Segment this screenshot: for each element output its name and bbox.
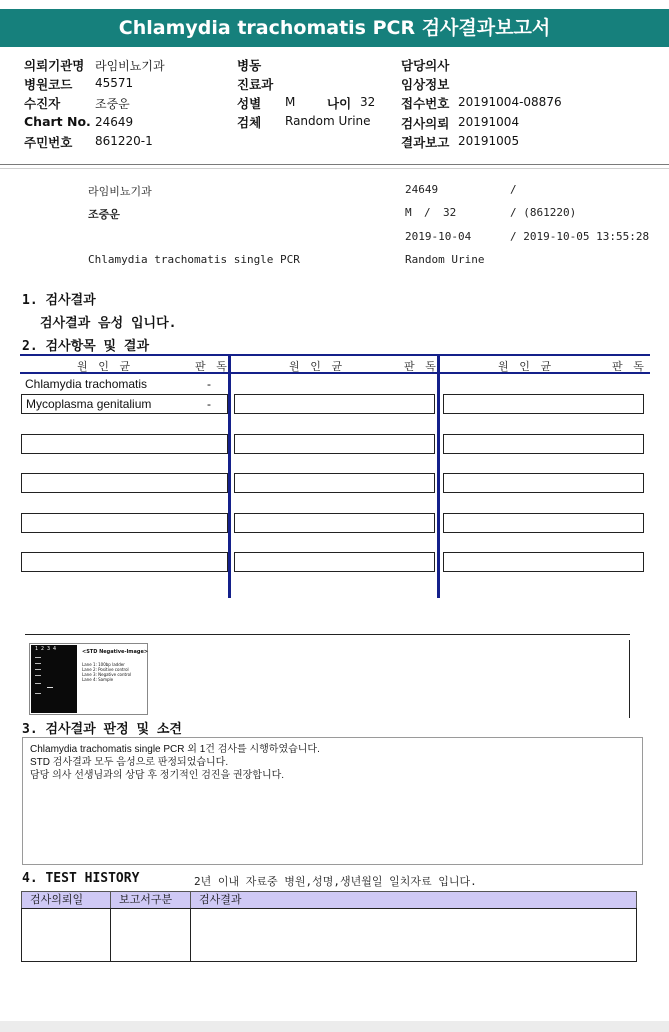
request-date-label: 검사의뢰 xyxy=(401,116,450,131)
patient-value: 조중운 xyxy=(95,97,130,111)
gel-band xyxy=(35,693,41,694)
result-summary-text: 검사결과 음성 입니다. xyxy=(40,316,177,331)
doctor-label: 담당의사 xyxy=(401,58,450,73)
clinical-info-label: 임상정보 xyxy=(401,77,450,92)
gel-band xyxy=(35,675,41,676)
summary-slash-2: / xyxy=(424,206,431,219)
history-col-type: 보고서구분 xyxy=(110,891,191,909)
history-cell xyxy=(21,908,111,962)
patient-label: 수진자 xyxy=(24,96,61,111)
col-header-judge-2: 판 독 xyxy=(404,360,438,373)
summary-sex: M xyxy=(405,206,412,219)
result-cell xyxy=(21,513,228,533)
resident-no-value: 861220-1 xyxy=(95,134,153,148)
summary-patient: 조중운 xyxy=(88,208,120,221)
opinion-text xyxy=(30,743,320,782)
report-date-value: 20191005 xyxy=(458,134,520,148)
col-header-judge-1: 판 독 xyxy=(195,360,229,373)
result-cell xyxy=(21,434,228,454)
section4-heading: 4. TEST HISTORY xyxy=(22,871,140,886)
result-cell xyxy=(234,473,435,493)
history-note: 2년 이내 자료중 병원,성명,생년월일 일치자료 입니다. xyxy=(194,875,477,888)
result-cell xyxy=(443,394,644,414)
gel-legend-item: Lane 1: 100bp ladder xyxy=(82,662,125,667)
gel-legend-item: Lane 3: Negative control xyxy=(82,672,132,677)
summary-reported-date: / 2019-10-05 13:55:28 xyxy=(510,230,650,243)
summary-chart: 24649 xyxy=(405,183,439,196)
result-cell xyxy=(443,434,644,454)
gel-panel xyxy=(25,640,630,718)
result-row-name: Chlamydia trachomatis xyxy=(25,377,148,391)
opinion-line: 담당 의사 선생님과의 상담 후 정기적인 검진을 권장합니다. xyxy=(30,770,285,781)
age-label: 나이 xyxy=(327,96,352,111)
hospital-code-label: 병원코드 xyxy=(24,77,73,92)
clinic-name-label: 의뢰기관명 xyxy=(24,58,85,73)
result-cell xyxy=(443,552,644,572)
summary-test-name: Chlamydia trachomatis single PCR xyxy=(88,253,300,266)
age-value: 32 xyxy=(360,95,376,109)
column-divider-2 xyxy=(437,354,440,598)
col-header-cause-2: 원 인 균 xyxy=(289,360,345,373)
gel-lane-numbers: 1 2 3 4 xyxy=(35,646,57,652)
summary-slash: / xyxy=(510,183,517,196)
result-row-value: - xyxy=(207,397,211,411)
opinion-box xyxy=(22,737,643,865)
request-date-value: 20191004 xyxy=(458,115,520,129)
col-header-cause-3: 원 인 균 xyxy=(498,360,554,373)
receipt-no-value: 20191004-08876 xyxy=(458,95,562,109)
section1-heading: 1. 검사결과 xyxy=(22,293,96,308)
header-separator xyxy=(0,164,669,165)
specimen-label: 검체 xyxy=(237,115,262,130)
summary-clinic: 라임비뇨기과 xyxy=(88,185,152,198)
gel-band xyxy=(47,687,53,688)
table-top-border xyxy=(20,354,650,356)
history-col-result: 검사결과 xyxy=(190,891,637,909)
summary-specimen: Random Urine xyxy=(405,253,485,266)
opinion-line: STD 검사결과 모두 음성으로 판정되었습니다. xyxy=(30,757,229,768)
gel-legend-item: Lane 2: Positive control xyxy=(82,667,129,672)
ward-label: 병동 xyxy=(237,58,262,73)
result-cell xyxy=(234,513,435,533)
result-row-name: Mycoplasma genitalium xyxy=(26,397,152,411)
chart-no-label: Chart No. xyxy=(24,114,91,129)
chart-no-value: 24649 xyxy=(95,115,134,129)
gel-title: <STD Negative-Image> xyxy=(82,649,149,655)
opinion-line: Chlamydia trachomatis single PCR 외 1건 검사를 시행하였습니다. xyxy=(30,744,320,755)
gel-panel-top-line xyxy=(25,634,630,635)
history-cell xyxy=(190,908,637,962)
summary-age: 32 xyxy=(443,206,457,219)
result-cell xyxy=(21,394,228,414)
section2-heading: 2. 검사항목 및 결과 xyxy=(22,339,150,354)
receipt-no-label: 접수번호 xyxy=(401,96,450,111)
gel-image xyxy=(31,645,77,713)
history-col-date: 검사의뢰일 xyxy=(21,891,111,909)
result-cell xyxy=(234,394,435,414)
gel-legend-item: Lane 4: Sample xyxy=(82,677,114,682)
gel-band xyxy=(35,669,41,670)
history-cell xyxy=(110,908,191,962)
report-title: Chlamydia trachomatis PCR 검사결과보고서 xyxy=(0,9,669,47)
clinic-name-value: 라임비뇨기과 xyxy=(95,59,165,73)
sex-label: 성별 xyxy=(237,96,262,111)
result-cell xyxy=(234,434,435,454)
sex-value: M xyxy=(285,95,296,109)
dept-label: 진료과 xyxy=(237,77,274,92)
col-header-judge-3: 판 독 xyxy=(612,360,646,373)
col-header-cause-1: 원 인 균 xyxy=(77,360,133,373)
result-cell xyxy=(443,473,644,493)
column-divider-1 xyxy=(228,354,231,598)
result-row-value: - xyxy=(207,377,211,391)
result-cell xyxy=(21,473,228,493)
summary-received-date: 2019-10-04 xyxy=(405,230,472,243)
resident-no-label: 주민번호 xyxy=(24,135,73,150)
section3-heading: 3. 검사결과 판정 및 소견 xyxy=(22,722,182,737)
hospital-code-value: 45571 xyxy=(95,76,134,90)
specimen-value: Random Urine xyxy=(285,114,371,128)
gel-image-frame xyxy=(29,643,148,715)
gel-band xyxy=(35,663,41,664)
result-cell xyxy=(443,513,644,533)
result-cell xyxy=(21,552,228,572)
header-separator-shadow xyxy=(0,168,669,169)
report-date-label: 결과보고 xyxy=(401,135,450,150)
summary-id: / (861220) xyxy=(510,206,577,219)
page-bottom-gutter xyxy=(0,1021,669,1032)
gel-band xyxy=(35,657,41,658)
gel-band xyxy=(35,683,41,684)
result-cell xyxy=(234,552,435,572)
